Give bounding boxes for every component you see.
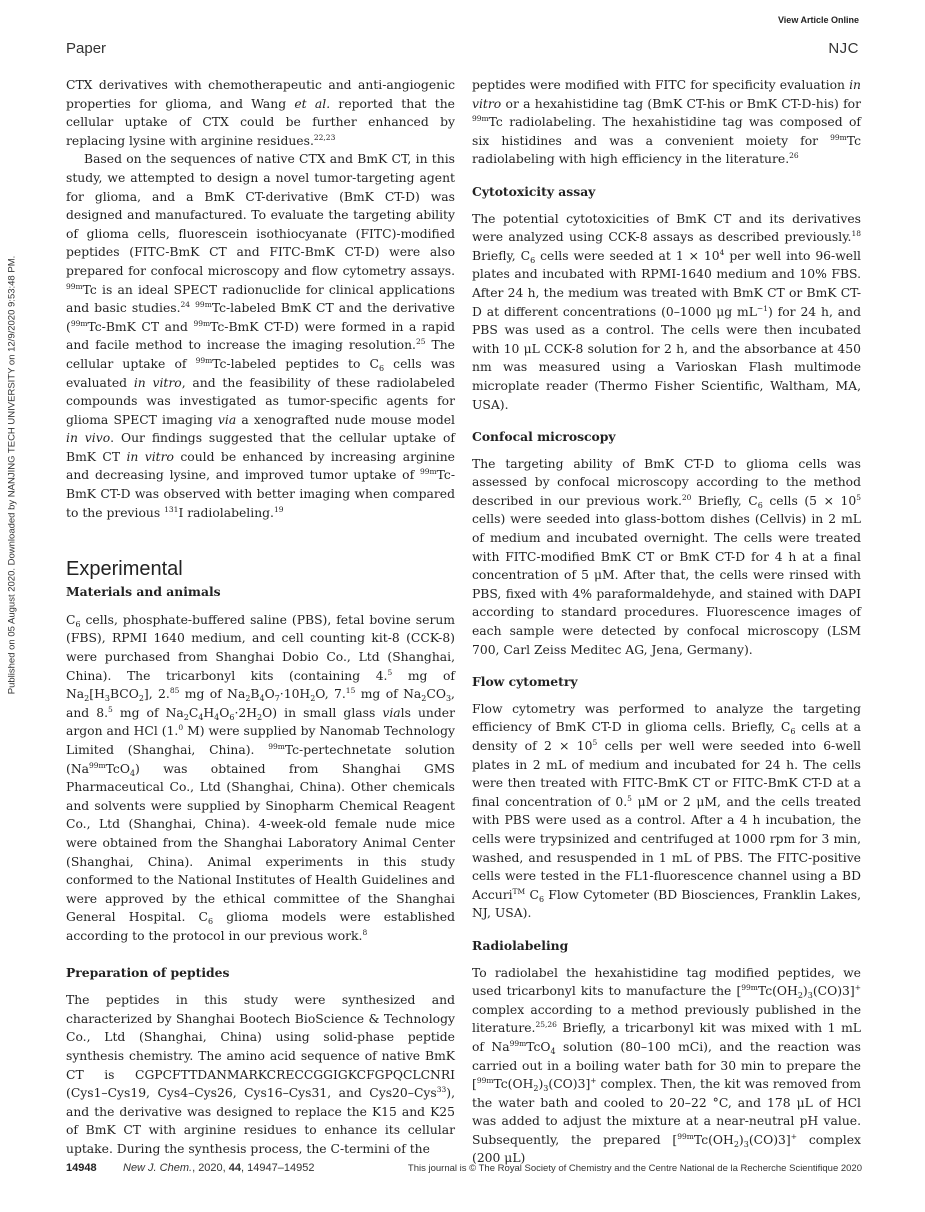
radiolabeling-paragraph: To radiolabel the hexahistidine tag modified peptides, we used tricarbonyl kits to manufacture the $[^{99m}Tc(OH_2)_3(CO)3]^+$ complex according to a method previously published in the literature.$^{25,26}$ Briefly, a tricarbonyl kit was mixed with 1 mL of $Na^{99m}TcO_4$ solution (80–100 mCi), and the reaction was carried out in a boiling water bath for 30 min to prepare the $[^{99m}Tc(OH_2)_3(CO)3]^+$ complex. Then, the kit was removed from the water bath and cooled to 20–22 °C, and 178 μL of HCl was added to adjust the mixture at a near-neutral pH value. Subsequently, the prepared $[^{99m}Tc(OH_2)_3(CO)3]^+$ complex (200 μL) — [472, 965, 862, 1166]
page-number: 14948 — [66, 1162, 97, 1174]
right-column — [472, 76, 861, 1168]
subheading-materials: Materials and animals — [66, 584, 221, 600]
peptides-paragraph: The peptides in this study were synthesized and characterized by Shanghai Bootech BioScience & Technology Co., Ltd (Shanghai, China) using solid-phase peptide synthesis chemistry. The amino acid sequence of native BmK CT is CGPCFTTDANMARKCRECCGGIGKCFGPQCLCNRI (Cys1–Cys19, Cys4–Cys26, Cys16–Cys31, and Cys20–Cys$^{33}$), and the derivative was designed to replace the K15 and K25 of BmK CT with arginine residues to enhance its cellular uptake. During the synthesis process, the C-termini of the — [66, 993, 455, 1156]
materials-paragraph: $C_6$ cells, phosphate-buffered saline (PBS), fetal bovine serum (FBS), RPMI 1640 medium, and cell counting kit-8 (CCK-8) were purchased from Shanghai Dobio Co., Ltd (Shanghai, China). The tricarbonyl kits (containing 4.$^5$ mg of $Na_2[H_3BCO_2]$, 2.85 mg of $Na_2B_4O_7\cdot 10H_2O$, 7.15 mg of $Na_2CO_3$, and 8.$^5$ mg of $Na_2C_4H_4O_6\cdot 2H_2O$) in small glass vials under argon and HCl (1.$^0$ M) were supplied by Nanomab Technology Limited (Shanghai, China). $^{99m}$Tc-pertechnetate solution $(Na^{99m}TcO_4)$ was obtained from Shanghai GMS Pharmaceutical Co., Ltd (Shanghai, China). Other chemicals and solvents were supplied by Sinopharm Chemical Reagent Co., Ltd (Shanghai, China). 4-week-old female nude mice were obtained from the Shanghai Laboratory Animal Center (Shanghai, China). Animal experiments in this study conformed to the National Institutes of Health Guidelines and were approved by the ethical committee of the Shanghai General Hospital. $C_6$ glioma models were established according to the protocol in our previous work.$^8$ — [66, 612, 455, 943]
subheading-flow-cytometry: Flow cytometry — [472, 674, 578, 690]
intro-paragraph-2: Based on the sequences of native CTX and BmK CT, in this study, we attempted to design a novel tumor-targeting agent for glioma, and a BmK CT-derivative (BmK CT-D) was designed and manufactured. To evaluate the targeting ability of glioma cells, fluorescein isothiocyanate (FITC)-modified peptides (FITC-BmK CT and FITC-BmK CT-D) were also prepared for confocal microscopy and flow cytometry assays. $^{99m}$Tc is an ideal SPECT radionuclide for clinical applications and basic studies.$^{24}$ $^{99m}$Tc-labeled BmK CT and the derivative ($^{99m}$Tc-BmK CT and $^{99m}$Tc-BmK CT-D) were formed in a rapid and facile method to increase the imaging resolution.$^{25}$ The cellular uptake of $^{99m}$Tc-labeled peptides to $C_6$ cells was evaluated in vitro, and the feasibility of these radiolabeled compounds was investigated as tumor-specific agents for glioma SPECT imaging via a xenografted nude mouse model in vivo. Our findings suggested that the cellular uptake of BmK CT in vitro could be enhanced by increasing arginine and decreasing lysine, and improved tumor uptake of $^{99m}$Tc-BmK CT-D was observed with better imaging when compared to the previous $^{131}$I radiolabeling.$^{19}$ — [66, 152, 455, 520]
header-section-label: Paper — [66, 40, 107, 57]
confocal-paragraph: The targeting ability of BmK CT-D to glioma cells was assessed by confocal microscopy according to the method described in our previous work.$^{20}$ Briefly, $C_6$ cells ($5 \times 10^5$ cells) were seeded into glass-bottom dishes (Cellvis) in 2 mL of medium and incubated overnight. The cells were treated with FITC-modified BmK CT or BmK CT-D for 4 h at a final concentration of 5 μM. After that, the cells were rinsed with PBS, fixed with 4% paraformaldehyde, and stained with DAPI according to standard procedures. Fluorescence images of each sample were detected by confocal microscopy (LSM 700, Carl Zeiss Meditec AG, Jena, Germany). — [472, 456, 861, 657]
flow-cytometry-paragraph: Flow cytometry was performed to analyze the targeting efficiency of BmK CT-D in glioma cells. Briefly, $C_6$ cells at a density of $2 \times 10^5$ cells per well were seeded into 6-well plates in 2 mL of medium and incubated for 24 h. The cells were then treated with FITC-BmK CT or FITC-BmK CT-D at a final concentration of 0.$^5$ μM or 2 μM, and the cells treated with PBS were used as a control. After a 4 h incubation, the cells were trypsinized and centrifuged at 1000 rpm for 3 min, washed, and resuspended in 1 mL of PBS. The FITC-positive cells were tested in the FL1-fluorescence channel using a BD Accuri™ $C_6$ Flow Cytometer (BD Biosciences, Franklin Lakes, NJ, USA). — [472, 701, 862, 921]
subheading-peptides: Preparation of peptides — [66, 964, 230, 980]
copyright-notice: This journal is © The Royal Society of Chemistry and the Centre National de la Recherche Scientifique 2020 — [407, 1163, 862, 1174]
view-article-online-link[interactable]: View Article Online — [777, 15, 859, 25]
side-publication-note: Published on 05 August 2020. Downloaded by NANJING TECH UNIVERSITY on 12/9/2020 9:53:48 PM. — [6, 255, 18, 695]
cytotoxicity-paragraph: The potential cytotoxicities of BmK CT and its derivatives were analyzed using CCK-8 assays as described previously.$^{18}$ Briefly, $C_6$ cells were seeded at $1 \times 10^4$ per well into 96-well plates and incubated with RPMI-1640 medium and 10% FBS. After 24 h, the medium was treated with BmK CT or BmK CT-D at different concentrations (0–1000 μg $mL^{-1}$) for 24 h, and PBS was used as a control. The cells were then incubated with 10 μL CCK-8 solution for 2 h, and the absorbance at 450 nm was measured using a Varioskan Flash multimode microplate reader (Thermo Fisher Scientific, Waltham, MA, USA). — [472, 211, 862, 412]
subheading-confocal: Confocal microscopy — [472, 429, 616, 445]
subheading-cytotoxicity: Cytotoxicity assay — [472, 183, 596, 199]
intro-paragraph-1: CTX derivatives with chemotherapeutic and anti-angiogenic properties for glioma, and Wang et al. reported that the cellular uptake of CTX could be further enhanced by replacing lysine with arginine residues.$^{22,23}$ — [66, 78, 455, 148]
left-column — [66, 76, 455, 1158]
page-footer — [66, 1162, 862, 1176]
header-journal-label: NJC — [828, 40, 859, 57]
journal-citation: New J. Chem., 2020, 44, 14947–14952 — [123, 1162, 315, 1174]
section-heading-experimental: Experimental — [66, 558, 183, 581]
peptides-continued-paragraph: peptides were modified with FITC for specificity evaluation in vitro or a hexahistidine tag (BmK CT-his or BmK CT-D-his) for $^{99m}$Tc radiolabeling. The hexahistidine tag was composed of six histidines and was a convenient moiety for $^{99m}$Tc radiolabeling with high efficiency in the literature.$^{26}$ — [472, 78, 861, 167]
subheading-radiolabeling: Radiolabeling — [472, 937, 569, 953]
